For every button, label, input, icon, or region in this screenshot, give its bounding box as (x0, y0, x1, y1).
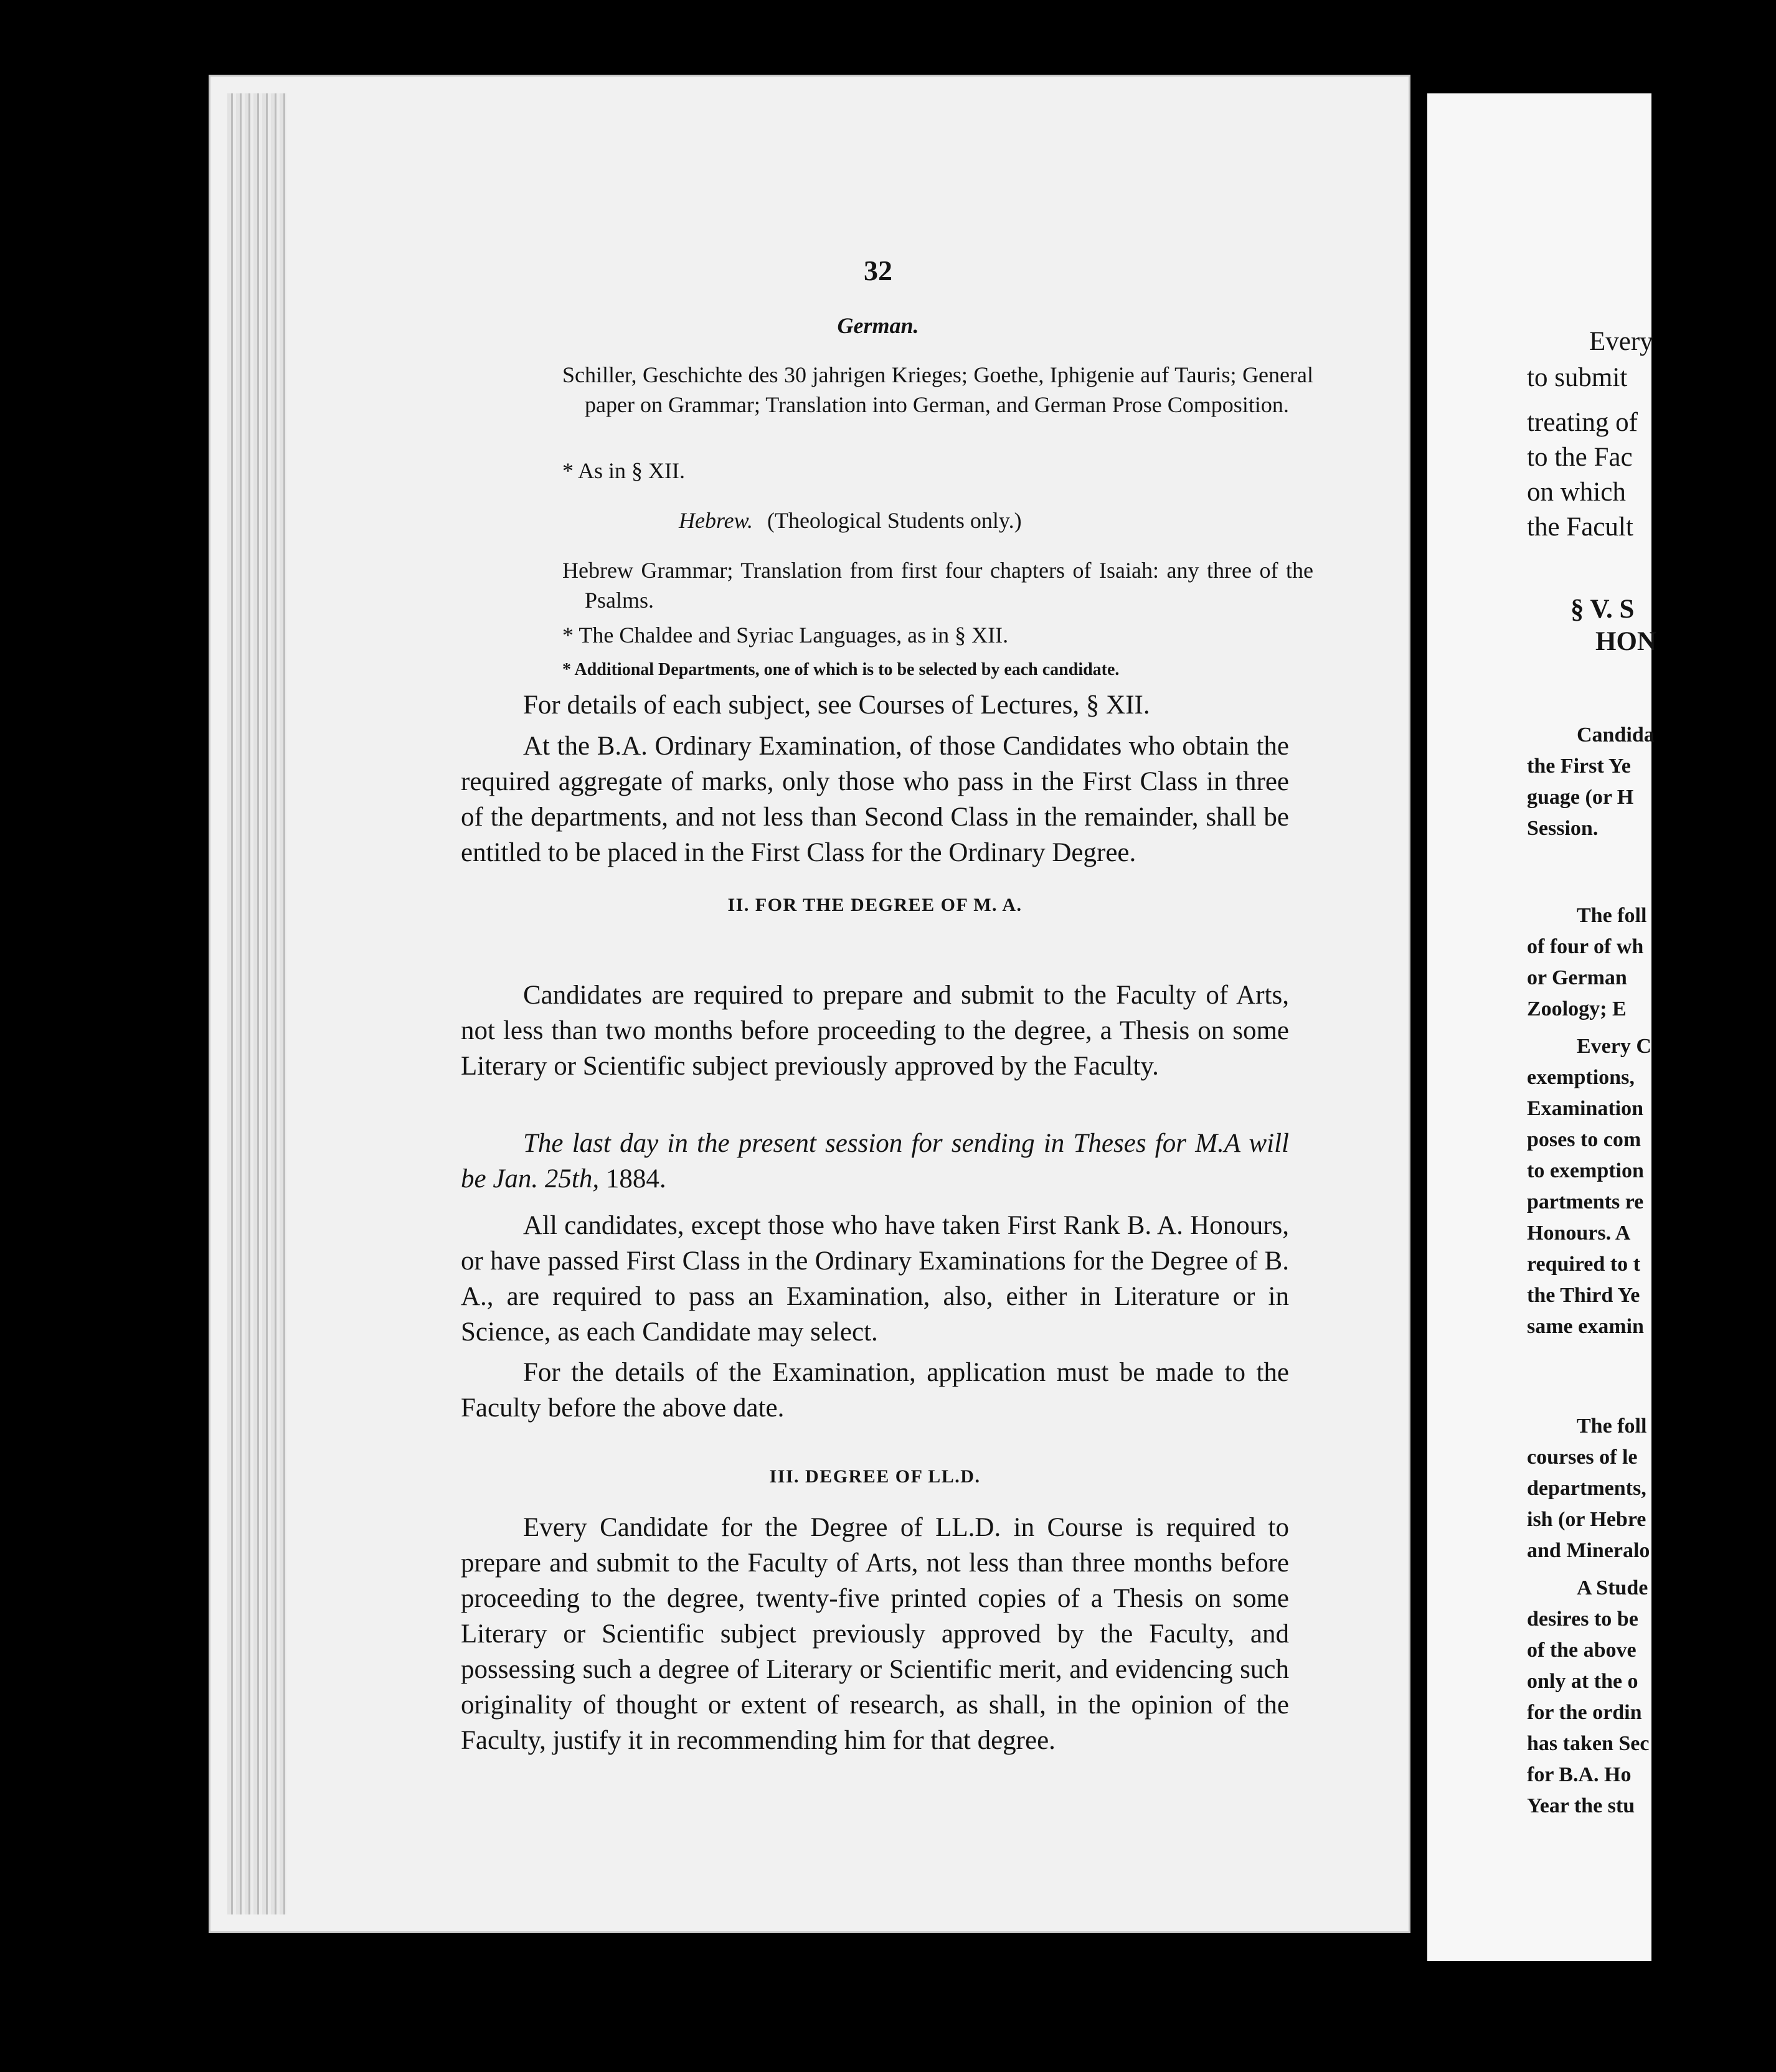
right-fragment-21: to exemption (1527, 1159, 1644, 1182)
ma-deadline-year: 1884. (605, 1164, 666, 1194)
lld-paragraph: Every Candidate for the Degree of LL.D. in Course is required to prepare and submit to the Faculty of Arts, not less than three months before proceeding to the degree, twenty-five printed copies of a Thesis on some Literary or Scientific subject previously approved by the Faculty, and possessing such a degree of Literary or Scientific merit, and evidencing such originality of thought or extent of research, as shall, in the opinion of the Faculty, justify it in recommending him for that degree. (461, 1513, 1289, 1755)
hebrew-heading-line (679, 506, 1022, 535)
right-fragment-13: The foll (1577, 904, 1647, 927)
right-fragment-36: for the ordin (1527, 1701, 1642, 1724)
right-fragment-33: desires to be (1527, 1608, 1638, 1631)
hebrew-note: * The Chaldee and Syriac Languages, as in § XII. (562, 623, 1009, 648)
right-fragment-7: § V. S (1571, 595, 1635, 624)
german-note: * As in § XII. (562, 458, 685, 483)
right-fragment-5: on which (1527, 478, 1626, 507)
right-fragment-22: partments re (1527, 1190, 1644, 1213)
right-fragment-28: courses of le (1527, 1446, 1638, 1469)
right-fragment-17: Every C (1577, 1035, 1651, 1058)
ma-deadline-italic: The last day in the present session for sending in Theses for M.A will be Jan. 25th, (461, 1129, 1289, 1194)
right-fragment-34: of the above (1527, 1639, 1637, 1662)
right-fragment-35: only at the o (1527, 1670, 1638, 1693)
right-fragment-8: HON (1595, 627, 1656, 656)
right-fragment-4: to the Fac (1527, 443, 1633, 472)
right-fragment-38: for B.A. Ho (1527, 1763, 1632, 1786)
right-fragment-12: Session. (1527, 817, 1599, 840)
hebrew-heading: Hebrew. (679, 508, 753, 533)
right-fragment-10: the First Ye (1527, 755, 1631, 778)
right-fragment-29: departments, (1527, 1477, 1646, 1500)
hebrew-heading-note: (Theological Students only.) (767, 508, 1022, 533)
right-fragment-16: Zoology; E (1527, 997, 1627, 1020)
right-fragment-9: Candida (1577, 723, 1655, 746)
right-fragment-11: guage (or H (1527, 786, 1634, 809)
right-fragment-18: exemptions, (1527, 1066, 1635, 1089)
ma-paragraph-1: Candidates are required to prepare and submit to the Faculty of Arts, not less than two months before proceeding to the degree, a Thesis on some Literary or Scientific subject previously approved by the Faculty. (461, 981, 1289, 1081)
right-fragment-1: Every (1589, 327, 1653, 356)
details-line: For details of each subject, see Courses of Lectures, § XII. (523, 690, 1150, 720)
right-fragment-3: treating of (1527, 408, 1638, 437)
right-page (1427, 93, 1656, 1961)
right-fragment-23: Honours. A (1527, 1222, 1631, 1245)
right-fragment-37: has taken Sec (1527, 1732, 1650, 1755)
ma-paragraph-3: For the details of the Examination, application must be made to the Faculty before the above date. (461, 1358, 1289, 1423)
right-fragment-24: required to t (1527, 1253, 1640, 1276)
ma-deadline (461, 1126, 1289, 1197)
german-text: Schiller, Geschichte des 30 jahrigen Krieges; Goethe, Iphigenie auf Tauris; General paper on Grammar; Translation into German, and German Prose Composition. (562, 362, 1313, 417)
right-fragment-39: Year the stu (1527, 1794, 1635, 1817)
page-number: 32 (864, 255, 892, 286)
hebrew-text: Hebrew Grammar; Translation from first four chapters of Isaiah: any three of the Psalms. (562, 558, 1313, 613)
right-fragment-19: Examination (1527, 1097, 1644, 1120)
right-fragment-30: ish (or Hebre (1527, 1508, 1646, 1531)
right-fragment-20: poses to com (1527, 1128, 1641, 1151)
right-fragment-32: A Stude (1577, 1576, 1648, 1599)
footnote: * Additional Departments, one of which is to be selected by each candidate. (562, 660, 1120, 679)
ma-paragraph-2: All candidates, except those who have taken First Rank B. A. Honours, or have passed First Class in the Ordinary Examinations for the Degree of B. A., are required to pass an Examination, also, either in Literature or in Science, as each Candidate may select. (461, 1211, 1289, 1347)
right-fragment-31: and Mineralo (1527, 1539, 1650, 1562)
right-fragment-15: or German (1527, 966, 1627, 989)
ordinary-exam-paragraph: At the B.A. Ordinary Examination, of those Candidates who obtain the required aggregate of marks, only those who pass in the First Class in three of the departments, and not less than Second Class in the remainder, shall be entitled to be placed in the First Class for the Ordinary Degree. (461, 732, 1289, 867)
right-fragment-27: The foll (1577, 1415, 1647, 1438)
right-fragment-2: to submit (1527, 363, 1628, 392)
lld-heading: III. DEGREE OF LL.D. (769, 1466, 981, 1487)
right-fragment-14: of four of wh (1527, 935, 1644, 958)
right-fragment-6: the Facult (1527, 512, 1633, 542)
ma-heading: II. FOR THE DEGREE OF M. A. (727, 895, 1023, 915)
german-heading: German. (837, 313, 919, 338)
right-fragment-26: same examin (1527, 1315, 1644, 1338)
right-fragment-25: the Third Ye (1527, 1284, 1640, 1307)
